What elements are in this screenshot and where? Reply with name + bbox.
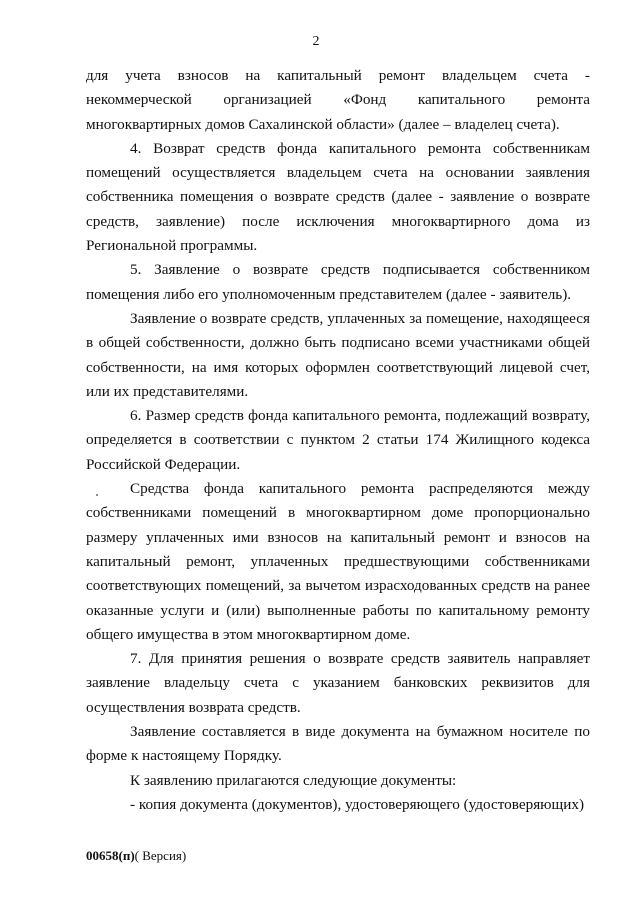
paragraph-item-4: 4. Возврат средств фонда капитального ремонта собственникам помещений осуществляется владельцем счета на основании заявления собственника помещения о возврате средств (далее - заявление о возврате средств, заявление) после исключения многоквартирного дома из Региональной программы. [86,139,590,255]
paragraph-distribution: Средства фонда капитального ремонта распределяются между собственниками помещений в многоквартирном доме пропорционально размеру уплаченных ими взносов на капитальный ремонт и взносов на капитальный ремонт, уплаченных предшествующими собственниками соответствующих помещений, за вычетом израсходованных средств на ранее оказанные услуги и (или) выполненные работы по капитальному ремонту общего имущества в этом многоквартирном доме. [86,480,590,643]
paragraph-paper-form: Заявление составляется в виде документа на бумажном носителе по форме к настоящему Порядку. [86,723,590,765]
page-number: 2 [312,34,320,49]
paragraph-common-ownership: Заявление о возврате средств, уплаченных за помещение, находящееся в общей собственности, должно быть подписано всеми участниками общей собственности, на имя которых оформлен соответствующий лицевой счет, или их представителями. [86,309,590,400]
document-body [86,64,590,817]
paragraph-continuation: для учета взносов на капитальный ремонт владельцем счета - некоммерческой организацией «Фонд капитального ремонта многоквартирных домов Сахалинской области» (далее – владелец счета). [86,67,590,133]
paragraph-item-7: 7. Для принятия решения о возврате средств заявитель направляет заявление владельцу счета с указанием банковских реквизитов для осуществления возврата средств. [86,650,590,716]
footer-version: ( Версия) [134,848,187,863]
paragraph-item-5: 5. Заявление о возврате средств подписывается собственником помещения либо его уполномоченным представителем (далее - заявитель). [86,261,590,303]
footer-document-code [86,848,186,864]
scan-speck [96,494,98,496]
paragraph-attachments-intro: К заявлению прилагаются следующие документы: [130,771,457,789]
footer-code: 00658(п) [86,848,135,863]
paragraph-item-6: 6. Размер средств фонда капитального ремонта, подлежащий возврату, определяется в соответствии с пунктом 2 статьи 174 Жилищного кодекса Российской Федерации. [86,407,590,473]
paragraph-attachment-item: - копия документа (документов), удостоверяющего (удостоверяющих) [130,795,584,813]
